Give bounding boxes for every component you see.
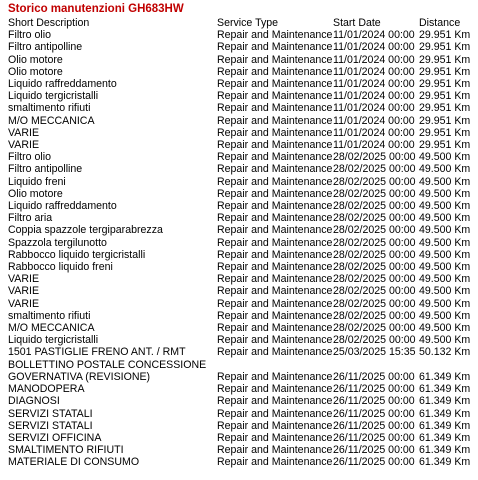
cell-service-type: Repair and Maintenance	[217, 139, 333, 152]
table-row	[8, 139, 474, 151]
table-row	[8, 163, 474, 175]
cell-start-date: 28/02/2025 00:00	[333, 200, 416, 213]
cell-short-description: Filtro olio	[8, 151, 51, 164]
cell-start-date: 28/02/2025 00:00	[333, 224, 416, 237]
cell-distance: 61.349 Km	[419, 444, 471, 457]
table-row	[8, 456, 474, 468]
cell-short-description: M/O MECCANICA	[8, 322, 95, 335]
cell-service-type: Repair and Maintenance	[217, 395, 333, 408]
cell-short-description: SMALTIMENTO RIFIUTI	[8, 444, 124, 457]
cell-distance: 49.500 Km	[419, 236, 471, 249]
table-row	[8, 224, 474, 236]
table-row	[8, 127, 474, 139]
cell-distance: 29.951 Km	[419, 126, 471, 139]
cell-start-date: 28/02/2025 00:00	[333, 297, 416, 310]
cell-start-date: 11/01/2024 00:00	[333, 139, 415, 152]
table-row	[8, 346, 474, 358]
cell-service-type: Repair and Maintenance	[217, 29, 333, 42]
table-row	[8, 200, 474, 212]
cell-service-type: Repair and Maintenance	[217, 383, 333, 396]
cell-distance: 50.132 Km	[419, 346, 471, 359]
cell-service-type: Repair and Maintenance	[217, 297, 333, 310]
cell-start-date: 28/02/2025 00:00	[333, 151, 416, 164]
cell-distance: 29.951 Km	[419, 41, 471, 54]
table-row	[8, 261, 474, 273]
table-row	[8, 66, 474, 78]
cell-service-type: Repair and Maintenance	[217, 151, 333, 164]
cell-distance: 29.951 Km	[419, 139, 471, 152]
table-row	[8, 408, 474, 420]
cell-distance: 61.349 Km	[419, 407, 471, 420]
cell-start-date: 26/11/2025 00:00	[333, 407, 415, 420]
cell-short-description: Filtro antipolline	[8, 163, 83, 176]
cell-service-type: Repair and Maintenance	[217, 102, 333, 115]
cell-short-description: Olio motore	[8, 187, 63, 200]
cell-service-type: Repair and Maintenance	[217, 322, 333, 335]
page-title	[8, 3, 478, 17]
cell-short-description: Olio motore	[8, 53, 63, 66]
table-row	[8, 249, 474, 261]
cell-distance: 49.500 Km	[419, 212, 471, 225]
cell-start-date: 28/02/2025 00:00	[333, 187, 416, 200]
cell-short-description: Filtro antipolline	[8, 41, 83, 54]
cell-start-date	[333, 359, 419, 371]
cell-short-description: SERVIZI STATALI	[8, 407, 93, 420]
cell-distance: 49.500 Km	[419, 285, 471, 298]
header-service-type: Service Type	[217, 17, 279, 29]
cell-service-type: Repair and Maintenance	[217, 224, 333, 237]
cell-short-description: Liquido raffreddamento	[8, 200, 117, 213]
cell-service-type: Repair and Maintenance	[217, 187, 333, 200]
cell-short-description: Olio motore	[8, 65, 63, 78]
table-row	[8, 29, 474, 41]
cell-distance: 49.500 Km	[419, 187, 471, 200]
cell-distance: 49.500 Km	[419, 334, 471, 347]
cell-short-description: MANODOPERA	[8, 383, 85, 396]
cell-distance: 49.500 Km	[419, 309, 471, 322]
cell-short-description: Liquido freni	[8, 175, 66, 188]
cell-short-description: VARIE	[8, 297, 40, 310]
cell-distance: 29.951 Km	[419, 78, 471, 91]
cell-start-date: 28/02/2025 00:00	[333, 309, 416, 322]
table-row	[8, 115, 474, 127]
cell-start-date: 26/11/2025 00:00	[333, 395, 415, 408]
cell-start-date: 11/01/2024 00:00	[333, 78, 415, 91]
cell-distance: 29.951 Km	[419, 65, 471, 78]
cell-short-description: VARIE	[8, 139, 40, 152]
header-short-description: Short Description	[8, 17, 90, 29]
cell-distance: 49.500 Km	[419, 175, 471, 188]
cell-short-description: Rabbocco liquido tergicristalli	[8, 248, 146, 261]
cell-start-date: 28/02/2025 00:00	[333, 236, 416, 249]
cell-distance: 49.500 Km	[419, 248, 471, 261]
cell-distance: 61.349 Km	[419, 419, 471, 432]
cell-service-type: Repair and Maintenance	[217, 419, 333, 432]
cell-short-description: VARIE	[8, 126, 40, 139]
cell-service-type: Repair and Maintenance	[217, 456, 333, 469]
cell-start-date: 11/01/2024 00:00	[333, 65, 415, 78]
cell-short-description: Liquido tergicristalli	[8, 90, 99, 103]
cell-short-description: Filtro aria	[8, 212, 53, 225]
table-header-row	[8, 17, 474, 29]
cell-distance: 49.500 Km	[419, 322, 471, 335]
cell-service-type: Repair and Maintenance	[217, 407, 333, 420]
cell-service-type	[217, 359, 333, 371]
title-plate: GH683HW	[128, 3, 184, 15]
cell-distance: 49.500 Km	[419, 297, 471, 310]
cell-start-date: 11/01/2024 00:00	[333, 114, 415, 127]
cell-short-description: Filtro olio	[8, 29, 51, 42]
cell-start-date: 11/01/2024 00:00	[333, 126, 415, 139]
cell-service-type: Repair and Maintenance	[217, 444, 333, 457]
cell-service-type: Repair and Maintenance	[217, 309, 333, 322]
cell-service-type: Repair and Maintenance	[217, 346, 333, 359]
table-row	[8, 432, 474, 444]
cell-short-description: smaltimento rifiuti	[8, 309, 91, 322]
cell-distance: 29.951 Km	[419, 102, 471, 115]
cell-service-type: Repair and Maintenance	[217, 200, 333, 213]
table-row	[8, 395, 474, 407]
table-row	[8, 285, 474, 297]
cell-short-description: SERVIZI OFFICINA	[8, 431, 102, 444]
header-distance: Distance	[419, 17, 461, 29]
cell-distance: 29.951 Km	[419, 53, 471, 66]
maintenance-table	[8, 17, 474, 469]
cell-start-date: 11/01/2024 00:00	[333, 29, 415, 42]
cell-short-description: BOLLETTINO POSTALE CONCESSIONE	[8, 358, 207, 371]
cell-start-date: 28/02/2025 00:00	[333, 322, 416, 335]
cell-distance: 61.349 Km	[419, 456, 471, 469]
table-row	[8, 298, 474, 310]
cell-start-date: 11/01/2024 00:00	[333, 41, 415, 54]
cell-service-type: Repair and Maintenance	[217, 175, 333, 188]
table-body	[8, 29, 474, 468]
table-row	[8, 371, 474, 383]
cell-service-type: Repair and Maintenance	[217, 261, 333, 274]
cell-start-date: 26/11/2025 00:00	[333, 370, 415, 383]
cell-distance: 61.349 Km	[419, 431, 471, 444]
cell-start-date: 28/02/2025 00:00	[333, 261, 416, 274]
cell-distance: 49.500 Km	[419, 163, 471, 176]
cell-start-date: 25/03/2025 15:35	[333, 346, 416, 359]
cell-short-description: MATERIALE DI CONSUMO	[8, 456, 140, 469]
cell-distance: 29.951 Km	[419, 114, 471, 127]
table-row	[8, 334, 474, 346]
cell-start-date: 11/01/2024 00:00	[333, 90, 415, 103]
cell-start-date: 26/11/2025 00:00	[333, 383, 415, 396]
table-row	[8, 212, 474, 224]
table-row	[8, 237, 474, 249]
cell-short-description: Coppia spazzole tergiparabrezza	[8, 224, 163, 237]
cell-short-description: 1501 PASTIGLIE FRENO ANT. / RMT	[8, 346, 186, 359]
cell-service-type: Repair and Maintenance	[217, 78, 333, 91]
cell-distance: 49.500 Km	[419, 151, 471, 164]
cell-start-date: 26/11/2025 00:00	[333, 431, 415, 444]
table-row	[8, 78, 474, 90]
cell-short-description: M/O MECCANICA	[8, 114, 95, 127]
cell-distance: 61.349 Km	[419, 395, 471, 408]
cell-service-type: Repair and Maintenance	[217, 126, 333, 139]
cell-short-description: VARIE	[8, 285, 40, 298]
cell-service-type: Repair and Maintenance	[217, 236, 333, 249]
cell-service-type: Repair and Maintenance	[217, 212, 333, 225]
cell-service-type: Repair and Maintenance	[217, 41, 333, 54]
cell-start-date: 26/11/2025 00:00	[333, 444, 415, 457]
cell-service-type: Repair and Maintenance	[217, 248, 333, 261]
table-row	[8, 420, 474, 432]
cell-distance: 49.500 Km	[419, 261, 471, 274]
cell-service-type: Repair and Maintenance	[217, 285, 333, 298]
cell-distance: 49.500 Km	[419, 224, 471, 237]
cell-service-type: Repair and Maintenance	[217, 114, 333, 127]
cell-start-date: 11/01/2024 00:00	[333, 102, 415, 115]
cell-start-date: 28/02/2025 00:00	[333, 212, 416, 225]
cell-service-type: Repair and Maintenance	[217, 273, 333, 286]
cell-start-date: 28/02/2025 00:00	[333, 163, 416, 176]
cell-short-description: smaltimento rifiuti	[8, 102, 91, 115]
cell-distance	[419, 359, 474, 371]
title-text: Storico manutenzioni	[8, 3, 129, 15]
table-row	[8, 102, 474, 114]
table-row	[8, 54, 474, 66]
table-row	[8, 444, 474, 456]
table-row	[8, 90, 474, 102]
cell-short-description: Liquido tergicristalli	[8, 334, 99, 347]
cell-start-date: 28/02/2025 00:00	[333, 273, 416, 286]
cell-service-type: Repair and Maintenance	[217, 53, 333, 66]
cell-short-description: DIAGNOSI	[8, 395, 60, 408]
table-row	[8, 176, 474, 188]
cell-distance: 29.951 Km	[419, 90, 471, 103]
cell-service-type: Repair and Maintenance	[217, 65, 333, 78]
cell-start-date: 28/02/2025 00:00	[333, 334, 416, 347]
table-row	[8, 41, 474, 53]
cell-service-type: Repair and Maintenance	[217, 431, 333, 444]
cell-distance: 61.349 Km	[419, 370, 471, 383]
cell-service-type: Repair and Maintenance	[217, 334, 333, 347]
table-row	[8, 359, 474, 371]
table-row	[8, 273, 474, 285]
table-row	[8, 310, 474, 322]
header-start-date: Start Date	[333, 17, 381, 29]
table-row	[8, 383, 474, 395]
cell-service-type: Repair and Maintenance	[217, 163, 333, 176]
cell-short-description: Rabbocco liquido freni	[8, 261, 113, 274]
cell-start-date: 26/11/2025 00:00	[333, 456, 415, 469]
table-row	[8, 188, 474, 200]
cell-start-date: 11/01/2024 00:00	[333, 53, 415, 66]
cell-start-date: 28/02/2025 00:00	[333, 175, 416, 188]
cell-short-description: Liquido raffreddamento	[8, 78, 117, 91]
cell-service-type: Repair and Maintenance	[217, 90, 333, 103]
cell-distance: 49.500 Km	[419, 200, 471, 213]
cell-start-date: 26/11/2025 00:00	[333, 419, 415, 432]
cell-distance: 29.951 Km	[419, 29, 471, 42]
cell-start-date: 28/02/2025 00:00	[333, 248, 416, 261]
cell-short-description: Spazzola tergilunotto	[8, 236, 107, 249]
cell-short-description: SERVIZI STATALI	[8, 419, 93, 432]
table-row	[8, 151, 474, 163]
cell-short-description: VARIE	[8, 273, 40, 286]
cell-start-date: 28/02/2025 00:00	[333, 285, 416, 298]
cell-short-description: GOVERNATIVA (REVISIONE)	[8, 370, 151, 383]
cell-distance: 61.349 Km	[419, 383, 471, 396]
table-row	[8, 322, 474, 334]
cell-service-type: Repair and Maintenance	[217, 370, 333, 383]
cell-distance: 49.500 Km	[419, 273, 471, 286]
